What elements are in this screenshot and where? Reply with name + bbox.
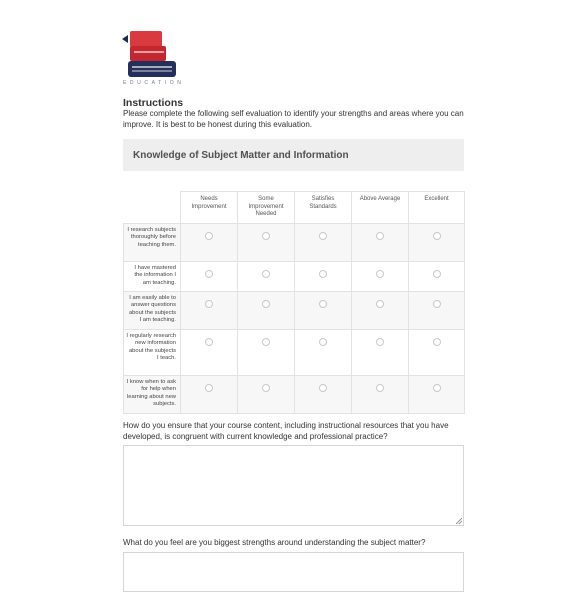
column-header: Needs Improvement [181, 192, 238, 224]
matrix-cell [238, 261, 295, 291]
row-label: I research subjects thoroughly before teaching them. [124, 223, 181, 261]
matrix-header-row [124, 192, 465, 224]
resize-handle-icon[interactable] [456, 518, 462, 524]
matrix-cell [181, 223, 238, 261]
radio-button[interactable] [433, 232, 441, 240]
matrix-cell [352, 291, 409, 329]
radio-button[interactable] [433, 384, 441, 392]
row-label: I regularly research new information about the subjects I teach. [124, 329, 181, 375]
section-title: Knowledge of Subject Matter and Information [133, 149, 349, 161]
radio-button[interactable] [319, 384, 327, 392]
matrix-cell [352, 329, 409, 375]
radio-button[interactable] [376, 338, 384, 346]
logo-text: EDUCATION [123, 80, 185, 86]
matrix-row [124, 329, 465, 375]
radio-button[interactable] [205, 232, 213, 240]
matrix-cell [295, 223, 352, 261]
radio-button[interactable] [262, 338, 270, 346]
radio-button[interactable] [262, 270, 270, 278]
question-1-textarea[interactable] [123, 445, 464, 526]
column-header: Excellent [409, 192, 465, 224]
matrix-cell [352, 261, 409, 291]
radio-button[interactable] [433, 270, 441, 278]
radio-button[interactable] [433, 338, 441, 346]
radio-button[interactable] [376, 300, 384, 308]
radio-button[interactable] [433, 300, 441, 308]
matrix-cell [238, 223, 295, 261]
radio-button[interactable] [262, 384, 270, 392]
section-header [123, 139, 464, 171]
radio-button[interactable] [205, 270, 213, 278]
rating-matrix [123, 191, 465, 414]
instructions-text: Please complete the following self evaluation to identify your strengths and areas where you can improve. It is best to be honest during this evaluation. [123, 109, 464, 129]
matrix-cell [295, 291, 352, 329]
instructions-title: Instructions [123, 97, 184, 109]
radio-button[interactable] [262, 232, 270, 240]
matrix-cell [181, 261, 238, 291]
radio-button[interactable] [205, 338, 213, 346]
matrix-cell [409, 375, 465, 413]
radio-button[interactable] [376, 384, 384, 392]
matrix-row [124, 375, 465, 413]
radio-button[interactable] [262, 300, 270, 308]
radio-button[interactable] [205, 384, 213, 392]
column-header: Above Average [352, 192, 409, 224]
radio-button[interactable] [319, 300, 327, 308]
row-label: I have mastered the information I am teaching. [124, 261, 181, 291]
question-2-label: What do you feel are you biggest strengths around understanding the subject matter? [123, 538, 426, 547]
matrix-cell [409, 261, 465, 291]
matrix-row [124, 261, 465, 291]
radio-button[interactable] [376, 270, 384, 278]
matrix-cell [238, 375, 295, 413]
pencil-tip-icon [122, 35, 128, 43]
radio-button[interactable] [319, 232, 327, 240]
matrix-cell [181, 329, 238, 375]
radio-button[interactable] [205, 300, 213, 308]
matrix-cell [238, 291, 295, 329]
matrix-cell [181, 375, 238, 413]
matrix-cell [352, 375, 409, 413]
row-label: I am easily able to answer questions about the subjects I am teaching. [124, 291, 181, 329]
column-header: Satisfies Standards [295, 192, 352, 224]
question-2-textarea[interactable] [123, 552, 464, 592]
column-header: Some Improvement Needed [238, 192, 295, 224]
matrix-cell [181, 291, 238, 329]
matrix-cell [409, 223, 465, 261]
matrix-cell [409, 291, 465, 329]
matrix-cell [295, 329, 352, 375]
matrix-cell [352, 223, 409, 261]
matrix-corner [124, 192, 181, 224]
radio-button[interactable] [319, 270, 327, 278]
matrix-cell [295, 375, 352, 413]
question-1-label: How do you ensure that your course content, including instructional resources that you have developed, is congruent with current knowledge and professional practice? [123, 421, 449, 441]
row-label: I know when to ask for help when learning about new subjects. [124, 375, 181, 413]
matrix-row [124, 291, 465, 329]
matrix-row [124, 223, 465, 261]
matrix-cell [238, 329, 295, 375]
matrix-cell [295, 261, 352, 291]
radio-button[interactable] [376, 232, 384, 240]
matrix-cell [409, 329, 465, 375]
radio-button[interactable] [319, 338, 327, 346]
